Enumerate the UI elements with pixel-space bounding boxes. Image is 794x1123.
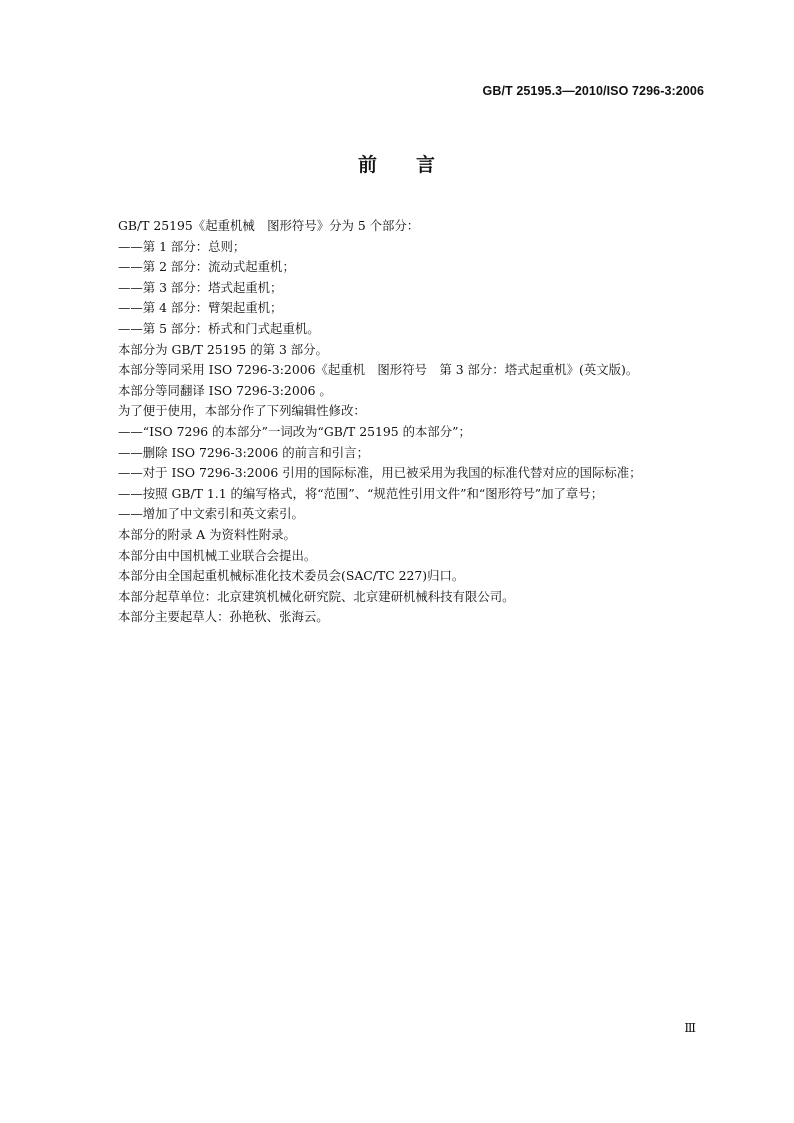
text-line: 本部分为 GB/T 25195 的第 3 部分。 [118, 341, 328, 357]
page-title-char-1: 前 [357, 154, 378, 176]
list-item: ——第 3 部分：塔式起重机； [118, 279, 283, 295]
text-line: 本部分起草单位：北京建筑机械化研究院、北京建研机械科技有限公司。 [118, 588, 515, 604]
page-title [0, 150, 794, 177]
list-item: ——按照 GB/T 1.1 的编写格式，将“范围”、“规范性引用文件”和“图形符号”加了章号； [118, 485, 604, 501]
text-line: 本部分的附录 A 为资料性附录。 [118, 526, 296, 542]
list-item: ——增加了中文索引和英文索引。 [118, 506, 304, 522]
text-line: GB/T 25195《起重机械 图形符号》分为 5 个部分： [118, 218, 420, 233]
list-item: ——删除 ISO 7296-3:2006 的前言和引言； [118, 444, 369, 460]
foreword-body [118, 216, 718, 628]
text-line: 本部分等同采用 ISO 7296-3:2006《起重机 图形符号 第 3 部分：塔式起重机》(英文版)。 [118, 362, 639, 378]
text-line: 本部分由全国起重机械标准化技术委员会(SAC/TC 227)归口。 [118, 568, 465, 584]
text-line: 本部分等同翻译 ISO 7296-3:2006 。 [118, 382, 332, 398]
list-item: ——第 5 部分：桥式和门式起重机。 [118, 320, 320, 336]
text-line: 本部分由中国机械工业联合会提出。 [118, 547, 317, 563]
list-item: ——第 2 部分：流动式起重机； [118, 259, 295, 275]
list-item: ——第 1 部分：总则； [118, 238, 246, 254]
list-item: ——对于 ISO 7296-3:2006 引用的国际标准，用已被采用为我国的标准代替对应的国际标准； [118, 465, 642, 481]
page-title-char-2: 言 [416, 154, 437, 176]
standard-number-header: GB/T 25195.3—2010/ISO 7296-3:2006 [482, 84, 704, 98]
page-number: Ⅲ [684, 1021, 696, 1035]
text-line: 本部分主要起草人：孙艳秋、张海云。 [118, 609, 329, 625]
list-item: ——第 4 部分：臂架起重机； [118, 300, 283, 316]
text-line: 为了便于使用，本部分作了下列编辑性修改： [118, 403, 366, 419]
list-item: ——“ISO 7296 的本部分”一词改为“GB/T 25195 的本部分”； [118, 423, 471, 439]
